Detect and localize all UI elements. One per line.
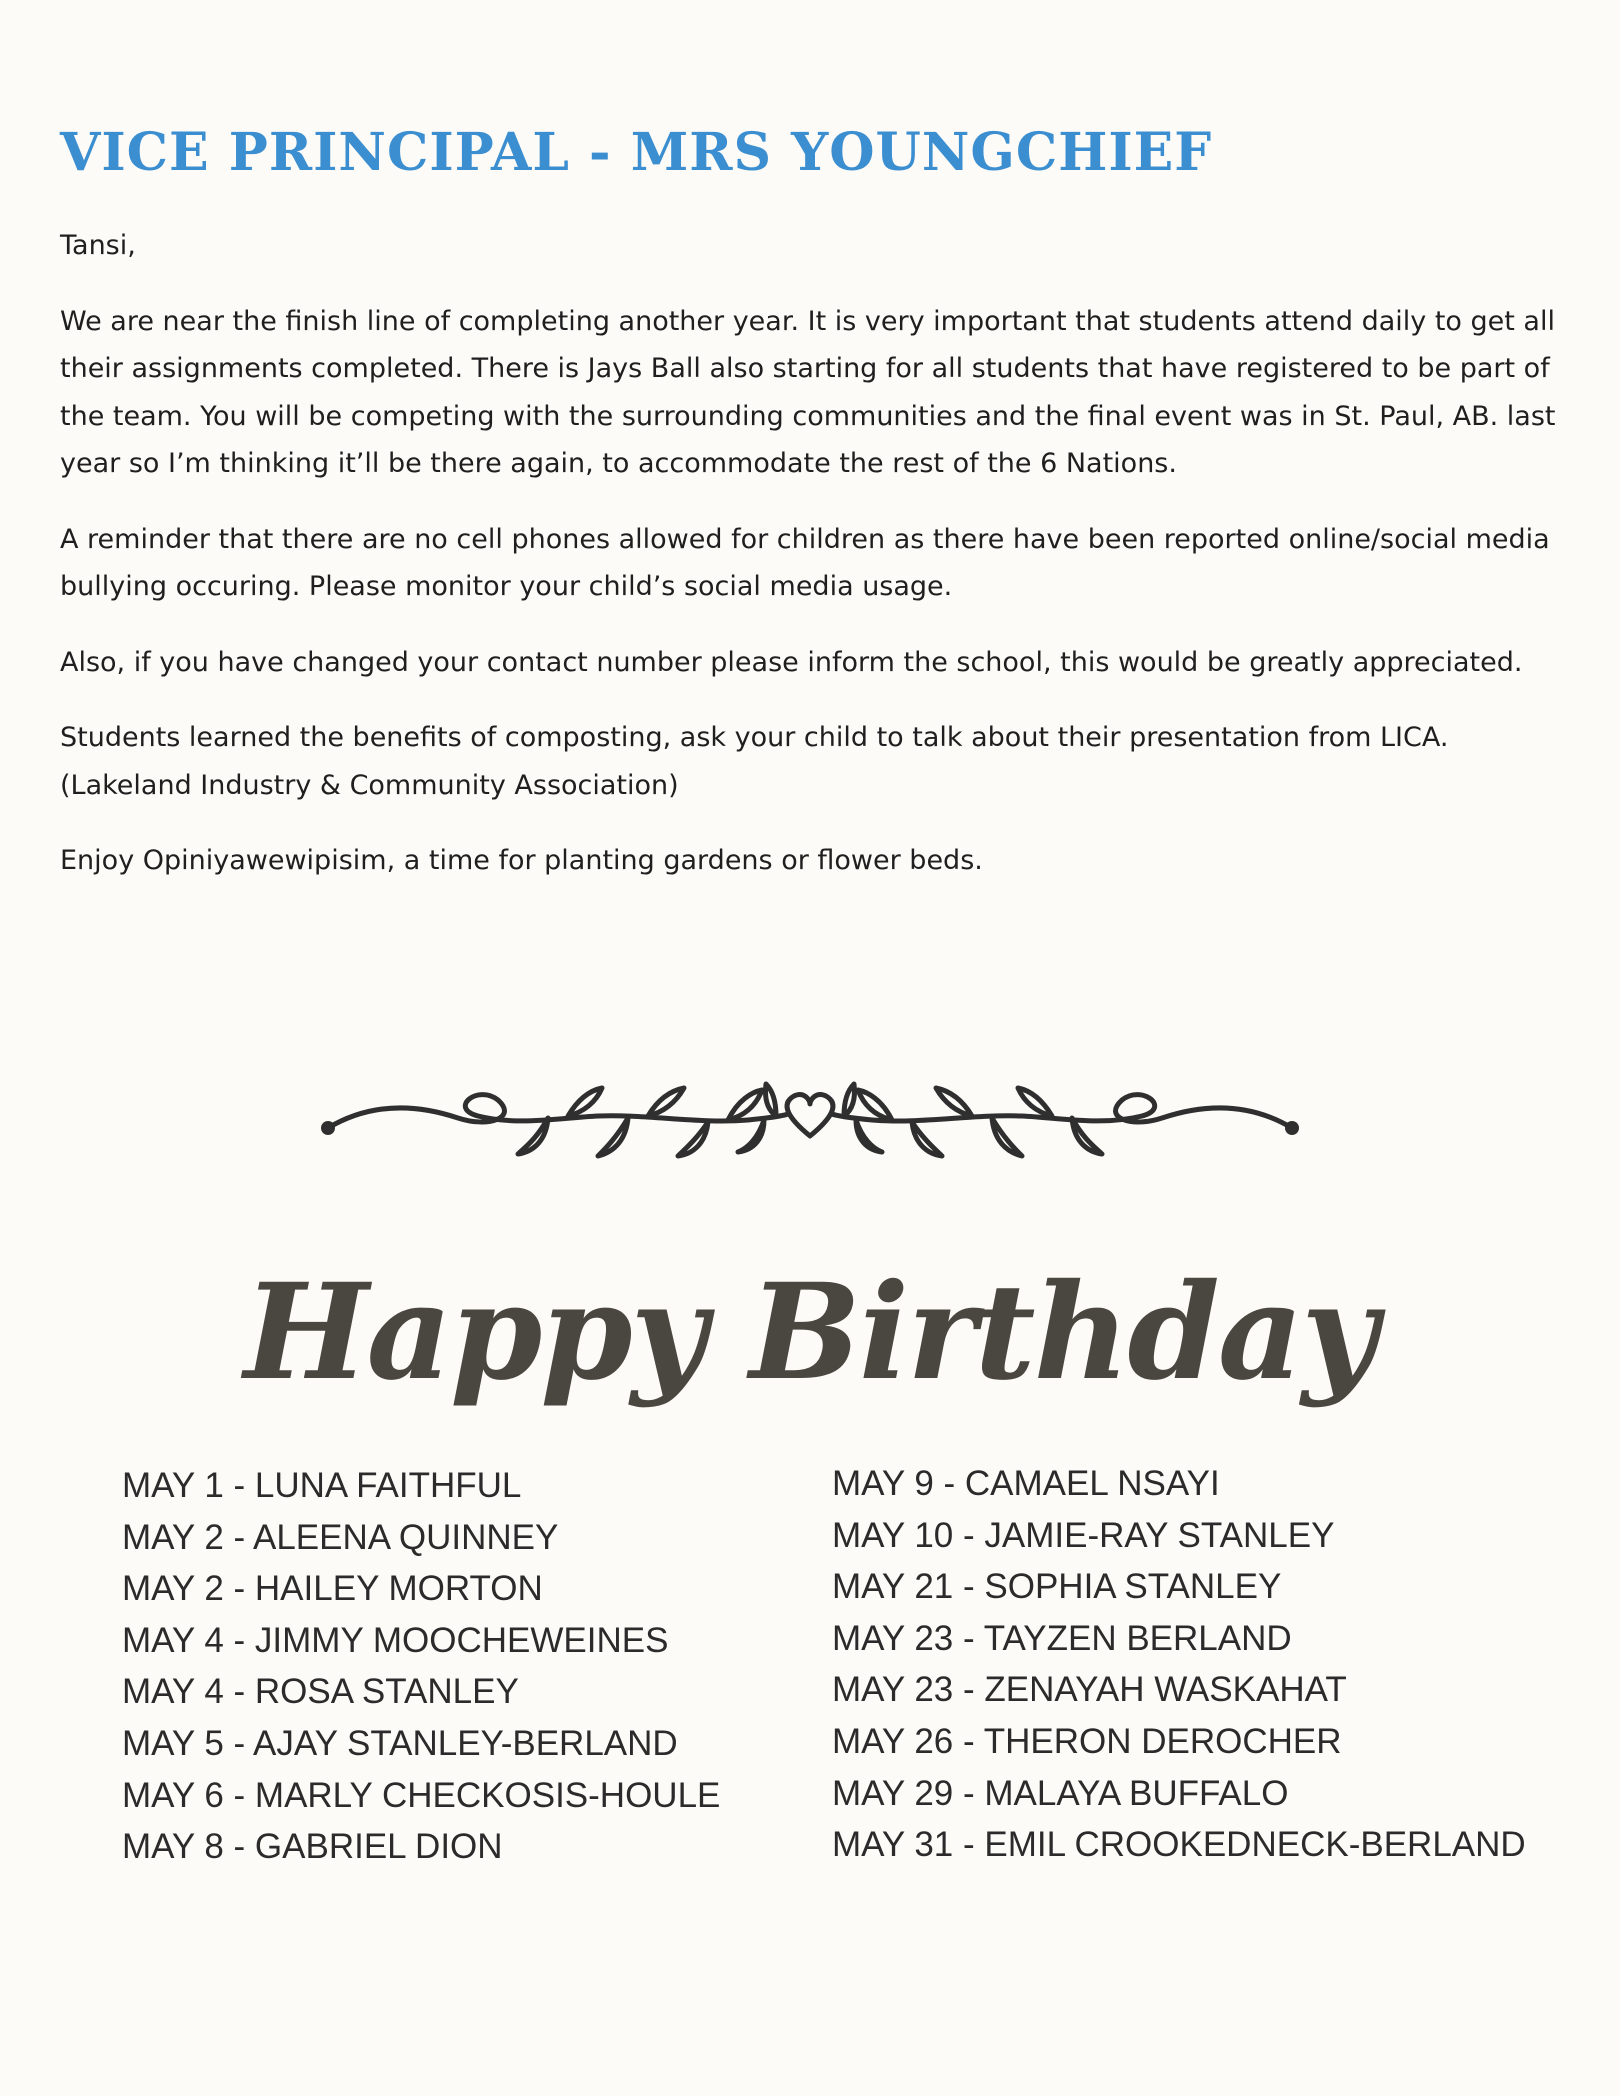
- birthday-entry: MAY 31 - EMIL CROOKEDNECK-BERLAND: [832, 1825, 1526, 1865]
- birthday-entry: MAY 4 - ROSA STANLEY: [122, 1672, 519, 1712]
- birthday-entry: MAY 9 - CAMAEL NSAYI: [832, 1464, 1220, 1503]
- letter-paragraph: A reminder that there are no cell phones allowed for children as there have been reported online/social media bullying occuring. Please monitor your child’s social media usage.: [60, 523, 1550, 602]
- birthday-entry: MAY 29 - MALAYA BUFFALO: [832, 1773, 1289, 1813]
- vine-heart-divider-icon: [318, 1058, 1302, 1178]
- birthday-entry: MAY 21 - SOPHIA STANLEY: [832, 1567, 1282, 1607]
- birthday-entry: MAY 26 - THERON DEROCHER: [832, 1721, 1342, 1761]
- birthday-entry: MAY 4 - JIMMY MOOCHEWEINES: [122, 1620, 669, 1660]
- birthday-entry: MAY 6 - MARLY CHECKOSIS-HOULE: [122, 1775, 721, 1815]
- birthday-entry: MAY 2 - HAILEY MORTON: [122, 1569, 543, 1609]
- birthday-entry: MAY 5 - AJAY STANLEY-BERLAND: [122, 1723, 678, 1763]
- letter-paragraph: Students learned the benefits of composting, ask your child to talk about their presentation from LICA. (Lakeland Industry & Community Association): [60, 722, 1449, 801]
- birthday-entry: MAY 2 - ALEENA QUINNEY: [122, 1517, 559, 1557]
- letter-paragraph: Enjoy Opiniyawewipisim, a time for planting gardens or flower beds.: [60, 845, 983, 876]
- letter-paragraph: We are near the finish line of completing another year. It is very important that students attend daily to get all their assignments completed. There is Jays Ball also starting for all students that have registered to be part of the team. You will be competing with the surrounding communities and the final event was in St. Paul, AB. last year so I’m thinking it’ll be there again, to accommodate the rest of the 6 Nations.: [60, 305, 1556, 479]
- birthday-entry: MAY 23 - TAYZEN BERLAND: [832, 1618, 1292, 1658]
- happy-birthday-title: Happy Birthday: [243, 1255, 1377, 1410]
- birthday-list-right: [832, 1458, 1526, 1871]
- letter-body: [60, 222, 1560, 913]
- birthday-entry: MAY 1 - LUNA FAITHFUL: [122, 1466, 522, 1505]
- vice-principal-heading: VICE PRINCIPAL - MRS YOUNGCHIEF: [60, 122, 1213, 183]
- letter-paragraph: Also, if you have changed your contact number please inform the school, this would be greatly appreciated.: [60, 646, 1523, 678]
- letter-greeting: Tansi,: [60, 230, 136, 261]
- birthday-entry: MAY 23 - ZENAYAH WASKAHAT: [832, 1670, 1347, 1710]
- birthday-entry: MAY 8 - GABRIEL DION: [122, 1827, 503, 1867]
- birthday-list-left: [122, 1460, 720, 1873]
- birthday-entry: MAY 10 - JAMIE-RAY STANLEY: [832, 1515, 1335, 1555]
